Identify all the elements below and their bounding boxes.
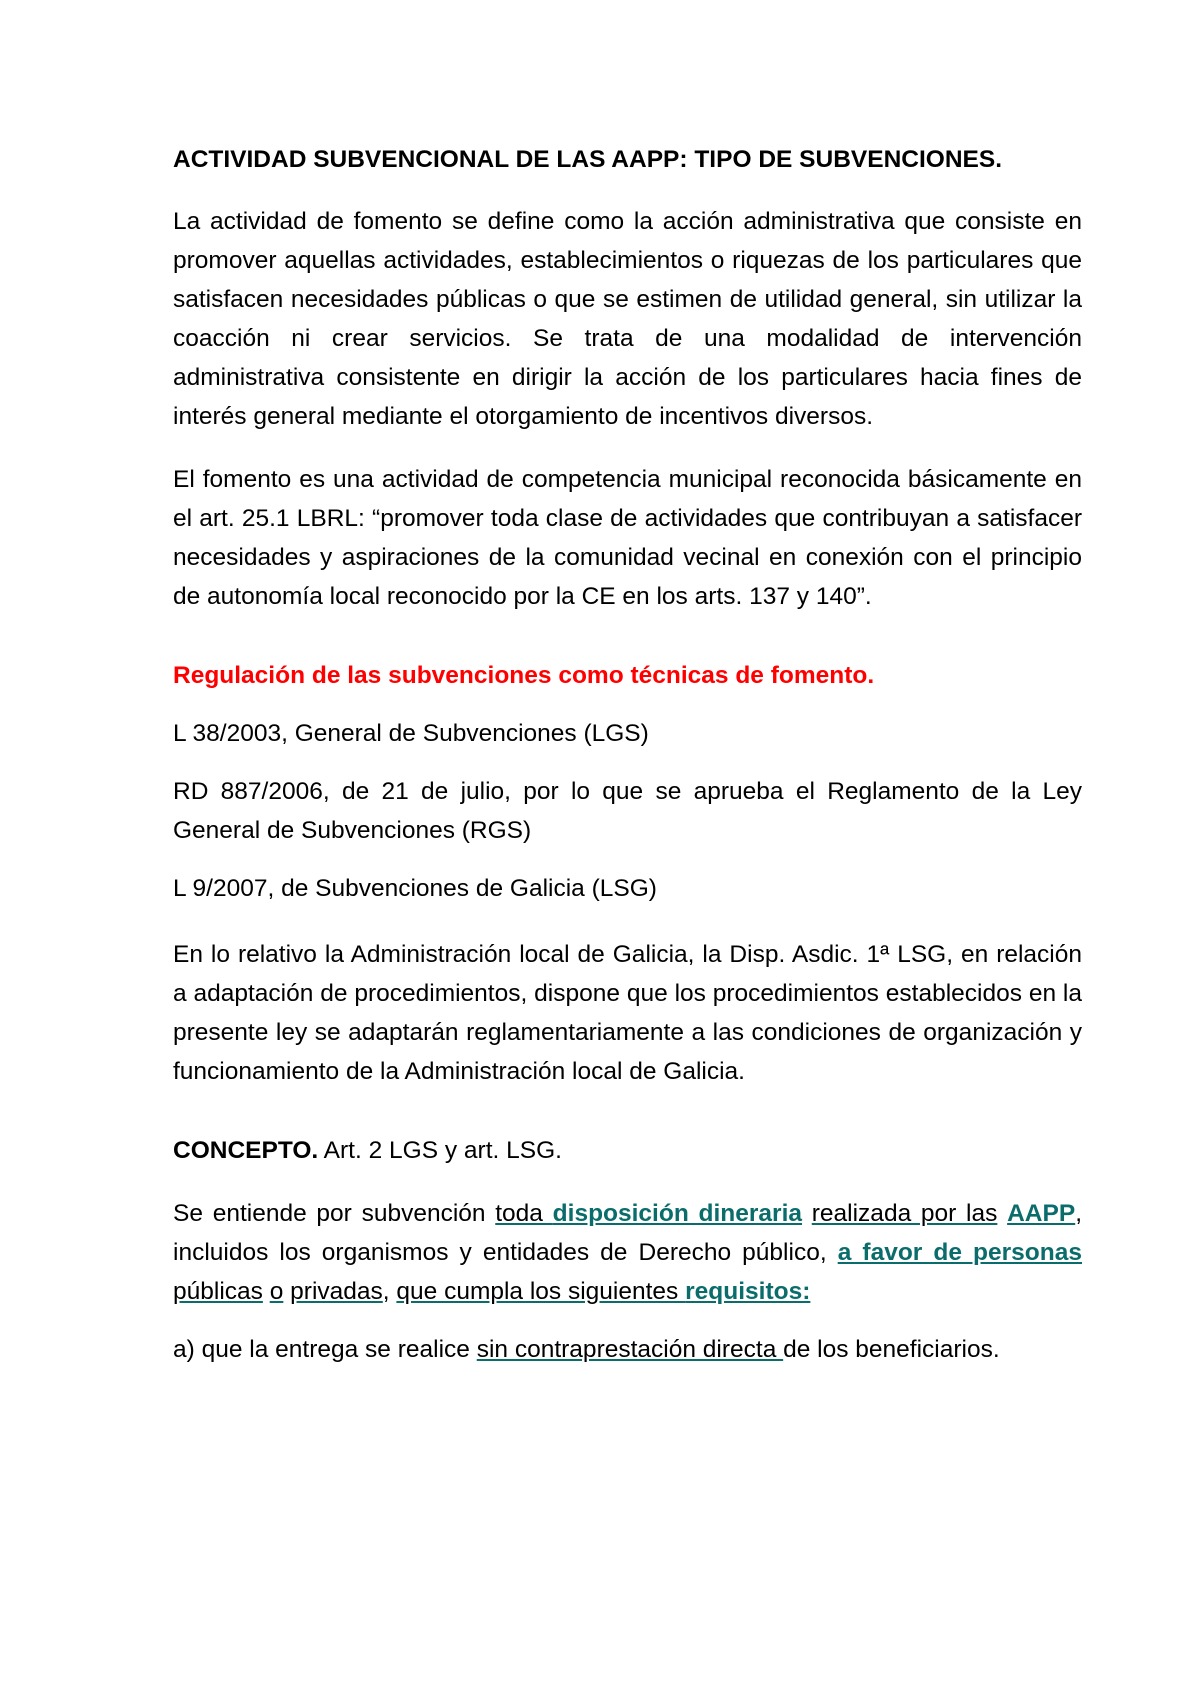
definition-disposicion-dineraria: disposición dineraria bbox=[552, 1200, 803, 1227]
paragraph-fomento-definition: La actividad de fomento se define como la acción administrativa que consiste en promover aquellas actividades, establecimientos o riquezas de los particulares que satisfacen necesidades públicas o que se estimen de utilidad general, sin utilizar la coacción ni crear servicios. Se trata de una modalidad de intervención administrativa consistente en dirigir la acción de los particulares hacia fines de interés general mediante el otorgamiento de incentivos diversos. bbox=[173, 208, 1082, 430]
requirement-a-text-1: a) que la entrega se realice bbox=[173, 1336, 477, 1363]
definition-aapp: AAPP bbox=[1007, 1200, 1076, 1227]
definition-a-favor-de-personas: a favor de personas bbox=[837, 1239, 1082, 1266]
definition-o: o bbox=[269, 1278, 284, 1305]
requirement-a-text-2: de los beneficiarios. bbox=[783, 1336, 1000, 1363]
definition-space-4 bbox=[263, 1278, 270, 1305]
requirement-a-sin-contraprestacion: sin contraprestación directa bbox=[476, 1336, 784, 1363]
law-lgs: L 38/2003, General de Subvenciones (LGS) bbox=[173, 720, 649, 747]
regulation-heading: Regulación de las subvenciones como técnicas de fomento. bbox=[173, 662, 875, 689]
definition-que-cumpla: que cumpla los siguientes bbox=[396, 1278, 686, 1305]
document-body bbox=[173, 140, 1082, 1369]
definition-text-2: , incluidos los organismos y entidades de Derecho público, bbox=[173, 1200, 1082, 1266]
concept-line bbox=[173, 1131, 1082, 1170]
concept-reference: Art. 2 LGS y art. LSG. bbox=[318, 1137, 562, 1164]
definition-comma: , bbox=[382, 1278, 397, 1305]
subvention-definition bbox=[173, 1194, 1082, 1311]
requirement-a bbox=[173, 1330, 1082, 1369]
paragraph-fomento-competence: El fomento es una actividad de competencia municipal reconocida básicamente en el art. 25.1 LBRL: “promover toda clase de actividades que contribuyan a satisfacer necesidades y aspiraciones de la comunidad vecinal en conexión con el principio de autonomía local reconocido por la CE en los arts. 137 y 140”. bbox=[173, 466, 1082, 610]
definition-space-2 bbox=[997, 1200, 1007, 1227]
concept-label: CONCEPTO. bbox=[173, 1137, 319, 1164]
paragraph-galicia-local-admin: En lo relativo la Administración local de Galicia, la Disp. Asdic. 1ª LSG, en relación a adaptación de procedimientos, dispone que los procedimientos establecidos en la presente ley se adaptarán reglamentariamente a las condiciones de organización y funcionamiento de la Administración local de Galicia. bbox=[173, 941, 1082, 1085]
definition-privadas: privadas bbox=[290, 1278, 383, 1305]
definition-requisitos: requisitos: bbox=[685, 1278, 811, 1305]
law-rgs: RD 887/2006, de 21 de julio, por lo que se aprueba el Reglamento de la Ley General de Subvenciones (RGS) bbox=[173, 778, 1082, 844]
definition-publicas: públicas bbox=[173, 1278, 263, 1305]
law-lsg: L 9/2007, de Subvenciones de Galicia (LSG) bbox=[173, 875, 657, 902]
definition-underline-toda: toda bbox=[495, 1200, 553, 1227]
definition-space-1 bbox=[802, 1200, 812, 1227]
document-title: ACTIVIDAD SUBVENCIONAL DE LAS AAPP: TIPO DE SUBVENCIONES. bbox=[173, 146, 1003, 173]
definition-text-1: Se entiende por subvención bbox=[173, 1200, 496, 1227]
definition-realizada: realizada por las bbox=[811, 1200, 998, 1227]
